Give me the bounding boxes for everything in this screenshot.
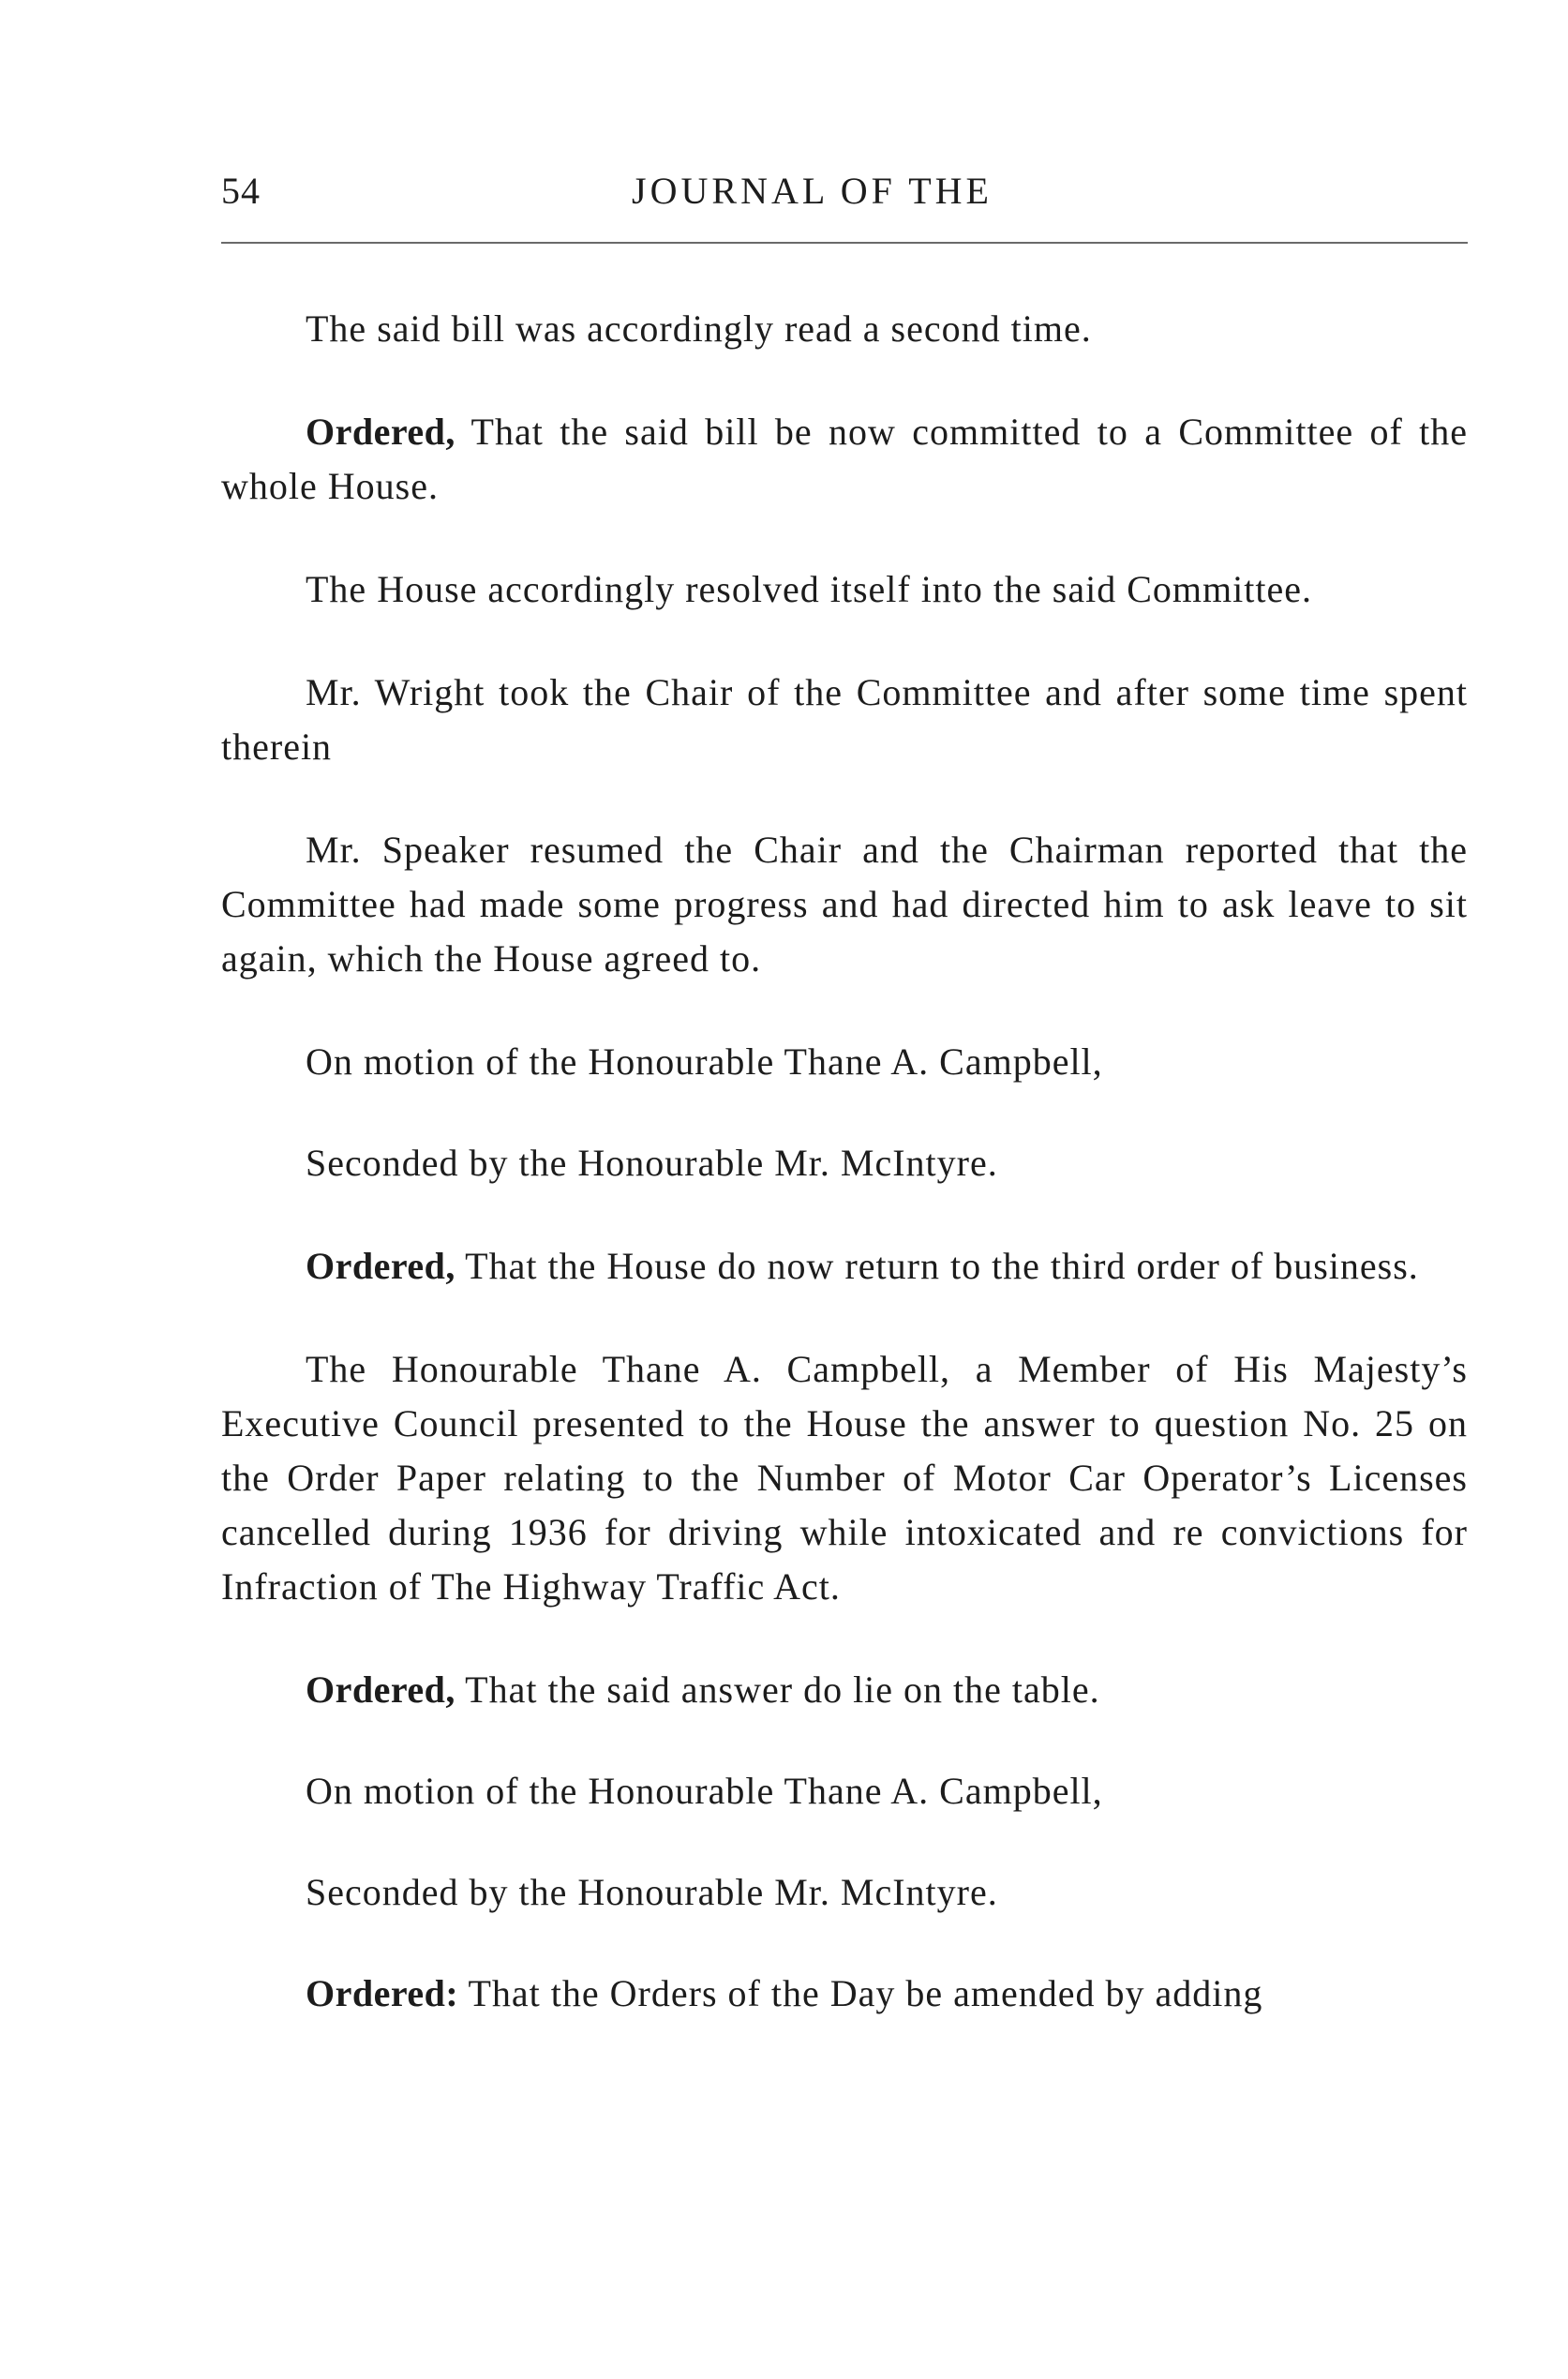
paragraph-answer-presented [221, 1342, 1468, 1614]
paragraph-text: Seconded by the Honourable Mr. McIntyre. [306, 1871, 998, 1913]
ordered-lead: Ordered, [306, 411, 455, 453]
paragraph-text: That the House do now return to the third order of business. [455, 1245, 1419, 1287]
paragraph-text: On motion of the Honourable Thane A. Campbell, [306, 1040, 1103, 1083]
page-number: 54 [221, 170, 261, 212]
paragraph-text: That the Orders of the Day be amended by adding [458, 1972, 1263, 2014]
paragraph-second-reading [221, 302, 1468, 356]
paragraph-resolved [221, 562, 1468, 617]
journal-body [221, 302, 1468, 2070]
paragraph-text: The House accordingly resolved itself into the said Committee. [306, 568, 1312, 610]
paragraph-seconded [221, 1136, 1468, 1190]
paragraph-committed [221, 405, 1468, 514]
ordered-lead: Ordered, [306, 1668, 455, 1711]
paragraph-seconded-2 [221, 1865, 1468, 1920]
paragraph-return-order [221, 1239, 1468, 1294]
paragraph-text: Seconded by the Honourable Mr. McIntyre. [306, 1142, 998, 1184]
paragraph-motion [221, 1035, 1468, 1089]
ordered-lead: Ordered: [306, 1972, 459, 2014]
paragraph-text: Mr. Wright took the Chair of the Committee and after some time spent therein [221, 671, 1468, 768]
ordered-lead: Ordered, [306, 1245, 455, 1287]
paragraph-text: That the said answer do lie on the table. [455, 1668, 1100, 1711]
paragraph-motion-2 [221, 1764, 1468, 1818]
paragraph-text: Mr. Speaker resumed the Chair and the Chairman reported that the Committee had made some progress and had directed him to ask leave to sit again, which the House agreed to. [221, 829, 1468, 980]
paragraph-speaker-resumed [221, 823, 1468, 986]
paragraph-orders-amended [221, 1967, 1468, 2021]
paragraph-text: That the said bill be now committed to a Committee of the whole House. [221, 411, 1468, 507]
paragraph-text: The said bill was accordingly read a second time. [306, 307, 1092, 350]
header-rule [221, 242, 1468, 244]
paragraph-text: On motion of the Honourable Thane A. Campbell, [306, 1770, 1103, 1812]
paragraph-lie-on-table [221, 1663, 1468, 1717]
paragraph-chair [221, 666, 1468, 774]
paragraph-text: The Honourable Thane A. Campbell, a Member of His Majesty’s Executive Council presented to the House the answer to question No. 25 on the Order Paper relating to the Number of Motor Car Operator’s Licenses cancelled during 1936 for driving while intoxicated and re convictions for Infraction of The Highway Traffic Act. [221, 1348, 1468, 1608]
running-head: JOURNAL OF THE [632, 170, 993, 212]
